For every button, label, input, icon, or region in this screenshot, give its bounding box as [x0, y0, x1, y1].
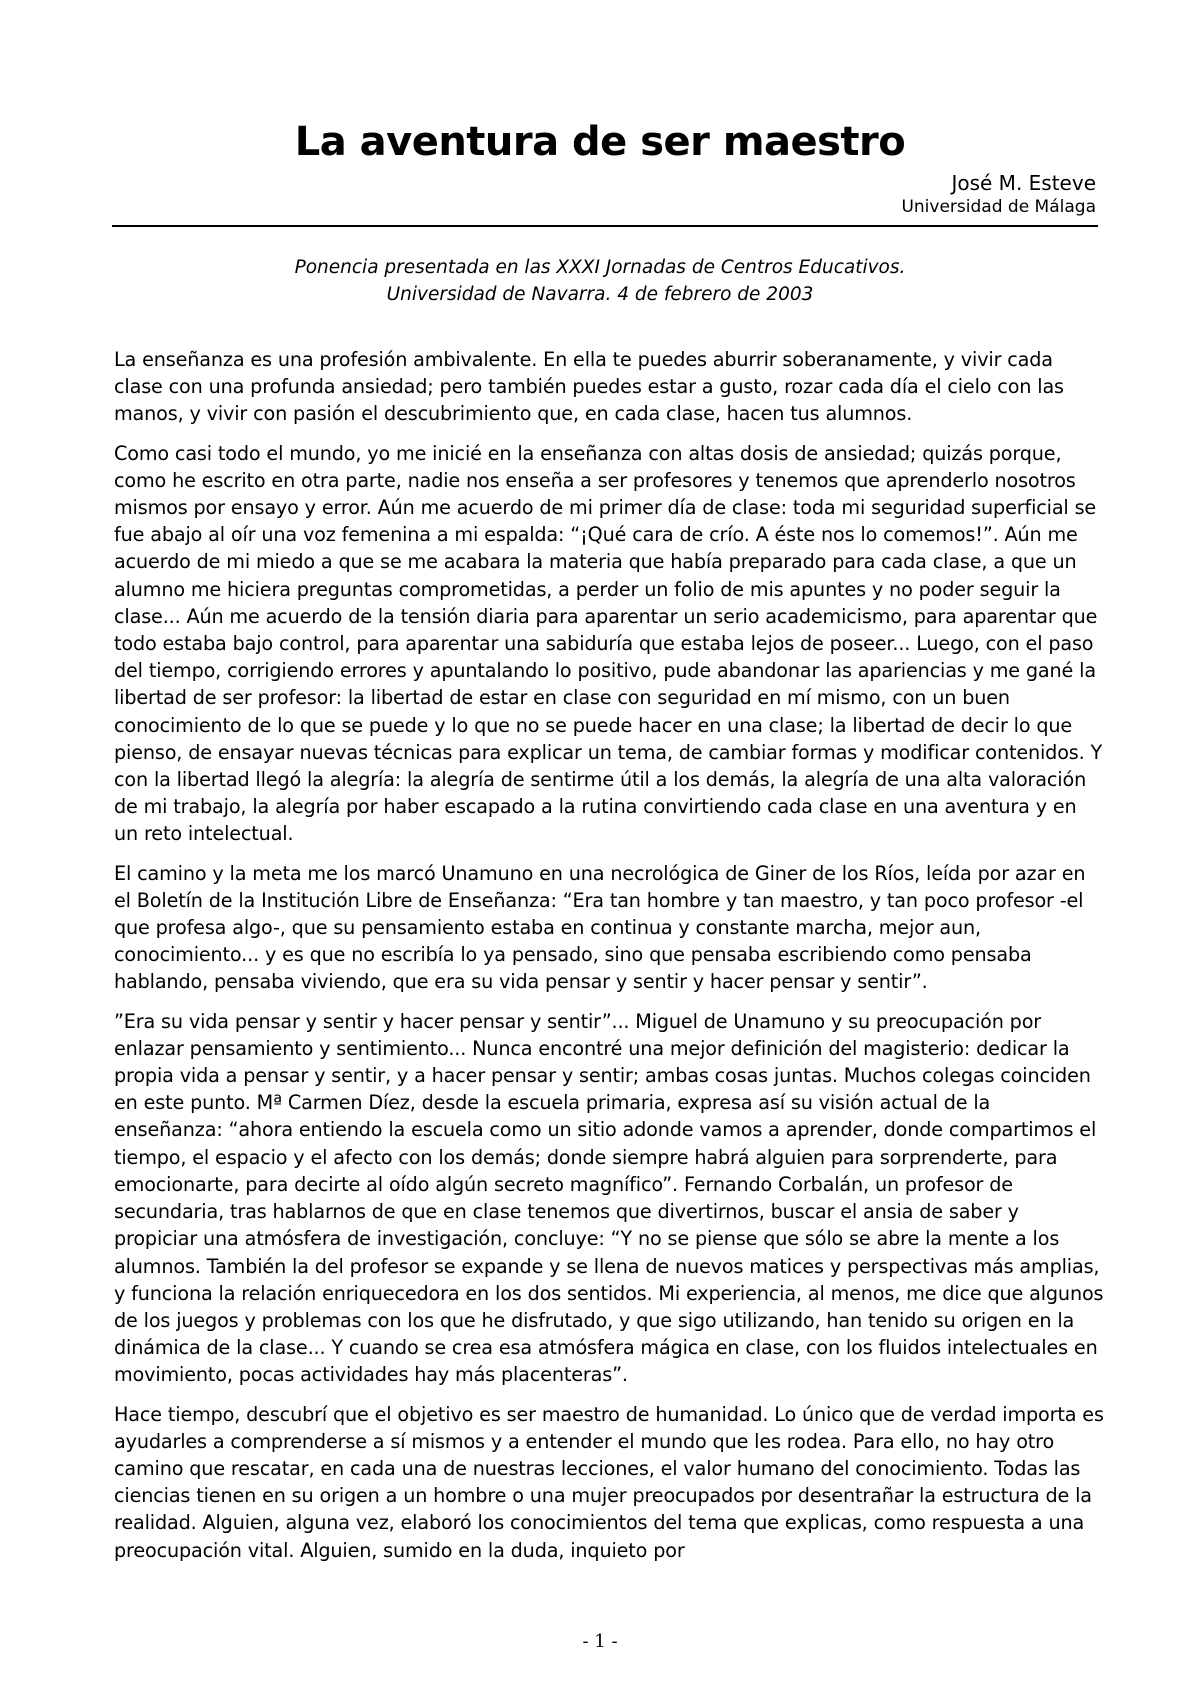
header-divider	[112, 225, 1098, 227]
paragraph: ”Era su vida pensar y sentir y hacer pensar y sentir”... Miguel de Unamuno y su preocupación por enlazar pensamiento y sentimiento... Nunca encontré una mejor definición del magisterio: dedicar la propia vida a pensar y sentir, y a hacer pensar y sentir; ambas cosas juntas. Muchos colegas coinciden en este punto. Mª Carmen Díez, desde la escuela primaria, expresa así su visión actual de la enseñanza: “ahora entiendo la escuela como un sitio adonde vamos a aprender, donde compartimos el tiempo, el espacio y el afecto con los demás; donde siempre habrá alguien para sorprenderte, para emocionarte, para decirte al oído algún secreto magnífico”. Fernando Corbalán, un profesor de secundaria, tras hablarnos de que en clase tenemos que divertirnos, buscar el ansia de saber y propiciar una atmósfera de investigación, concluye: “Y no se piense que sólo se abre la mente a los alumnos. También la del profesor se expande y se llena de nuevos matices y perspectivas más amplias, y funciona la relación enriquecedora en los dos sentidos. Mi experiencia, al menos, me dice que algunos de los juegos y problemas con los que he disfrutado, y que sigo utilizando, han tenido su origen en la dinámica de la clase... Y cuando se crea esa atmósfera mágica en clase, con los fluidos intelectuales en movimiento, pocas actividades hay más placenteras”.	[114, 1009, 1104, 1387]
document-title: La aventura de ser maestro	[294, 119, 906, 165]
paragraph: Hace tiempo, descubrí que el objetivo es ser maestro de humanidad. Lo único que de verdad importa es ayudarles a comprenderse a sí mismos y a entender el mundo que les rodea. Para ello, no hay otro camino que rescatar, en cada una de nuestras lecciones, el valor humano del conocimiento. Todas las ciencias tienen en su origen a un hombre o una mujer preocupados por desentrañar la estructura de la realidad. Alguien, alguna vez, elaboró los conocimientos del tema que explicas, como respuesta a una preocupación vital. Alguien, sumido en la duda, inquieto por	[114, 1402, 1104, 1562]
page-number: - 1 -	[582, 1631, 618, 1652]
paragraph: El camino y la meta me los marcó Unamuno en una necrológica de Giner de los Ríos, leída por azar en el Boletín de la Institución Libre de Enseñanza: “Era tan hombre y tan maestro, y tan poco profesor -el que profesa algo-, que su pensamiento estaba en continua y constante marcha, mejor aun, conocimiento... y es que no escribía lo ya pensado, sino que pensaba escribiendo como pensaba hablando, pensaba viviendo, que era su vida pensar y sentir y hacer pensar y sentir”.	[114, 861, 1086, 994]
paragraph: La enseñanza es una profesión ambivalente. En ella te puedes aburrir soberanamente, y vivir cada clase con una profunda ansiedad; pero también puedes estar a gusto, rozar cada día el cielo con las manos, y vivir con pasión el descubrimiento que, en cada clase, hacen tus alumnos.	[114, 348, 1064, 426]
paragraph: Como casi todo el mundo, yo me inicié en la enseñanza con altas dosis de ansiedad; quizás porque, como he escrito en otra parte, nadie nos enseña a ser profesores y tenemos que aprenderlo nosotros mismos por ensayo y error. Aún me acuerdo de mi primer día de clase: toda mi seguridad superficial se fue abajo al oír una voz femenina a mi espalda: “¡Qué cara de crío. A éste nos lo comemos!”. Aún me acuerdo de mi miedo a que se me acabara la materia que había preparado para cada clase, a que un alumno me hiciera preguntas comprometidas, a perder un folio de mis apuntes y no poder seguir la clase... Aún me acuerdo de la tensión diaria para aparentar un serio academicismo, para aparentar que todo estaba bajo control, para aparentar una sabiduría que estaba lejos de poseer... Luego, con el paso del tiempo, corrigiendo errores y apuntalando lo positivo, pude abandonar las apariencias y me gané la libertad de ser profesor: la libertad de estar en clase con seguridad en mí mismo, con un buen conocimiento de lo que se puede y lo que no se puede hacer en una clase; la libertad de decir lo que pienso, de ensayar nuevas técnicas para explicar un tema, de cambiar formas y modificar contenidos. Y con la libertad llegó la alegría: la alegría de sentirme útil a los demás, la alegría de una alta valoración de mi trabajo, la alegría por haber escapado a la rutina convirtiendo cada clase en una aventura y en un reto intelectual.	[114, 441, 1103, 846]
body-text	[114, 346, 1104, 1576]
author-block	[901, 170, 1096, 219]
author-name: José M. Esteve	[951, 171, 1096, 195]
author-affiliation: Universidad de Málaga	[901, 197, 1096, 217]
presentation-note-line-2: Universidad de Navarra. 4 de febrero de 2003	[386, 284, 814, 305]
presentation-note-line-1: Ponencia presentada en las XXXI Jornadas de Centros Educativos.	[294, 257, 906, 278]
presentation-note	[0, 254, 1200, 308]
